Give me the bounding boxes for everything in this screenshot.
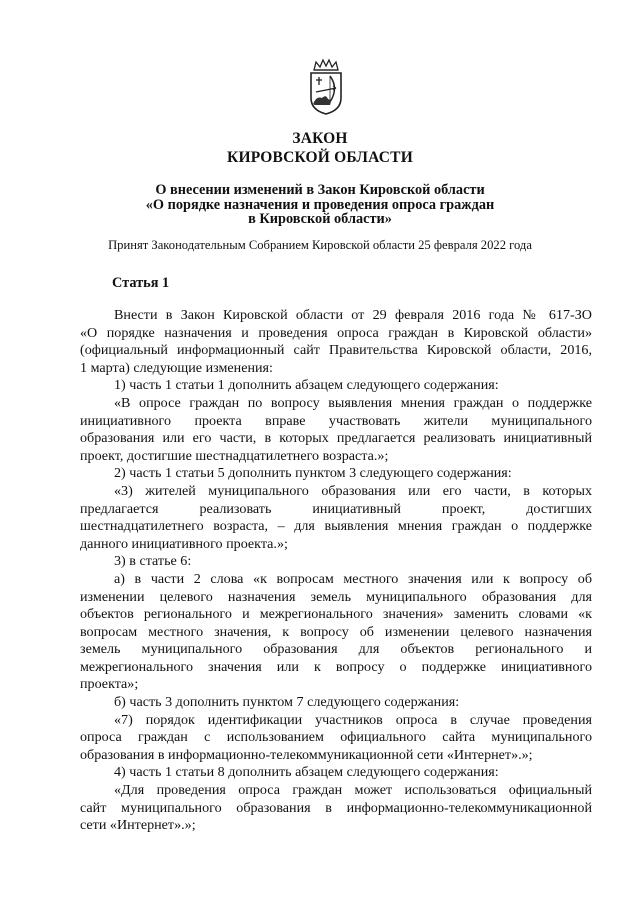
text-line: земель муниципального образования для объектов регионального и [80,641,592,658]
text-line: «В опросе граждан по вопросу выявления мнения граждан о поддержке [114,394,592,411]
text-line: образования в информационно-телекоммуникационной сети «Интернет».»; [80,746,533,763]
law-title [0,129,640,167]
text-line: предлагается реализовать инициативный проект, достигших [80,500,592,517]
text-line: вопросам местного значения, к вопросу об изменении целевого назначения [80,623,592,640]
adoption-note: Принят Законодательным Собранием Кировской области 25 февраля 2022 года [108,238,532,252]
text-line: изменении целевого назначения земель муниципального образования для [80,588,592,605]
text-line: 1 марта) следующие изменения: [80,359,273,376]
text-line: «7) порядок идентификации участников опроса в случае проведения [114,711,592,728]
text-line: Внести в Закон Кировской области от 29 февраля 2016 года № 617-ЗО [114,307,592,323]
law-subject [0,183,640,227]
text-line: сети «Интернет».»; [80,817,196,834]
text-line: 3) в статье 6: [114,553,192,570]
text-line: опроса граждан с использованием официального сайта муниципального [80,729,592,746]
subject-line: «О порядке назначения и проведения опроса граждан [145,196,495,213]
kirov-region-coat-of-arms-icon [306,58,346,116]
text-line: образования или его части, в которых предлагается реализовать инициативный [80,430,592,447]
subject-line: О внесении изменений в Закон Кировской области [155,182,485,198]
article-body [80,307,592,835]
text-line: «3) жителей муниципального образования или его части, в которых [114,482,592,499]
text-line: (официальный информационный сайт Правительства Кировской области, 2016, [80,342,592,359]
text-line: проекта»; [80,676,139,693]
text-line: 2) часть 1 статьи 5 дополнить пунктом 3 следующего содержания: [114,465,512,482]
text-line: объектов регионального и межрегионального значения» заменить словами «к [80,606,592,623]
text-line: данного инициативного проекта.»; [80,535,288,552]
text-line: сайт муниципального образования в информационно-телекоммуникационной [80,799,592,816]
text-line: а) в части 2 слова «к вопросам местного значения или к вопросу об [114,570,592,587]
text-line: 1) часть 1 статьи 1 дополнить абзацем следующего содержания: [114,377,499,394]
law-label: ЗАКОН [292,130,348,147]
text-line: инициативного проекта вправе участвовать жители муниципального [80,412,592,429]
text-line: б) часть 3 дополнить пунктом 7 следующего содержания: [114,694,460,711]
text-line: шестнадцатилетнего возраста, – для выявления мнения граждан о поддержке [80,518,592,535]
subject-line: в Кировской области» [248,211,392,227]
text-line: «О порядке назначения и проведения опроса граждан в Кировской области» [80,324,592,341]
text-line: «Для проведения опроса граждан может использоваться официальный [114,782,592,799]
text-line: 4) часть 1 статьи 8 дополнить абзацем следующего содержания: [114,764,499,781]
region-name: КИРОВСКОЙ ОБЛАСТИ [227,149,413,166]
text-line: межрегионального значения или к вопросу о поддержке инициативного [80,658,592,675]
text-line: проект, достигшие шестнадцатилетнего возраста.»; [80,447,389,464]
article-heading: Статья 1 [112,275,170,291]
